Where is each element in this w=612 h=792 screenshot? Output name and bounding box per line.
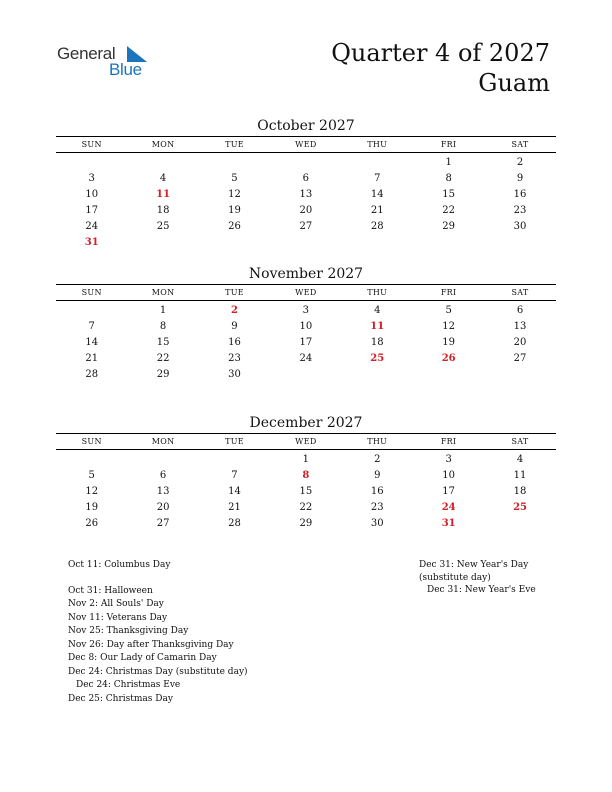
day-cell: 3	[302, 305, 310, 316]
logo-word-general: General	[57, 44, 116, 63]
day-cell	[484, 235, 555, 251]
day-cell: 7	[88, 321, 95, 332]
day-cell: 4	[159, 173, 167, 184]
day-cell	[484, 516, 555, 532]
day-cell: 22	[299, 502, 313, 513]
day-cell: 15	[442, 189, 456, 200]
holiday-note: Dec 25: Christmas Day	[68, 693, 173, 704]
weekday-header-row	[56, 285, 556, 301]
day-cell	[270, 155, 341, 171]
day-cell: 10	[299, 321, 313, 332]
day-cell: 21	[228, 502, 241, 513]
day-cell: 4	[374, 305, 381, 316]
day-cell	[127, 235, 198, 251]
holiday-day-cell: 11	[156, 189, 171, 200]
day-cell	[342, 155, 413, 171]
weekday-label: MON	[151, 437, 175, 446]
holiday-day-cell: 31	[84, 237, 99, 248]
day-cell	[270, 367, 341, 383]
week-row	[56, 335, 556, 351]
month-november	[56, 264, 556, 383]
day-cell	[199, 235, 270, 251]
page-title	[331, 38, 550, 98]
day-cell: 18	[513, 486, 527, 497]
day-cell: 14	[370, 189, 384, 200]
day-cell: 30	[228, 369, 241, 380]
day-cell: 9	[231, 321, 238, 332]
day-cell: 15	[156, 337, 170, 348]
day-cell: 3	[445, 454, 452, 465]
day-cell	[342, 235, 413, 251]
holiday-day-cell: 25	[370, 353, 385, 364]
day-cell: 29	[156, 369, 170, 380]
day-cell: 6	[159, 470, 167, 481]
day-cell	[413, 367, 484, 383]
holiday-note: Oct 11: Columbus Day	[68, 560, 171, 570]
weekday-label: MON	[151, 140, 175, 149]
weekday-label: THU	[367, 437, 388, 446]
holiday-day-cell: 8	[302, 470, 310, 481]
holiday-day-cell: 24	[441, 502, 456, 513]
day-cell: 28	[370, 221, 384, 232]
day-cell: 10	[85, 189, 99, 200]
day-cell	[56, 155, 127, 171]
holiday-note: Nov 26: Day after Thanksgiving Day	[68, 639, 234, 650]
day-cell: 10	[442, 470, 456, 481]
weekday-label: THU	[367, 288, 388, 297]
day-cell: 15	[299, 486, 313, 497]
holiday-notes-left	[68, 559, 298, 706]
weekday-label: WED	[295, 437, 317, 446]
holiday-note: Dec 8: Our Lady of Camarin Day	[68, 653, 217, 663]
week-row	[56, 319, 556, 335]
title-quarter: Quarter 4 of 2027	[331, 39, 550, 67]
holiday-note: Nov 25: Thanksgiving Day	[68, 626, 189, 636]
day-cell: 29	[299, 518, 313, 529]
day-cell	[127, 452, 198, 468]
day-cell: 17	[85, 205, 99, 216]
day-cell: 16	[513, 189, 527, 200]
day-cell	[56, 303, 127, 319]
week-row	[56, 203, 556, 219]
day-cell: 26	[85, 518, 99, 529]
day-cell: 12	[85, 486, 99, 497]
day-cell	[199, 452, 270, 468]
weekday-label: WED	[295, 288, 317, 297]
week-row	[56, 303, 556, 319]
day-cell: 13	[513, 321, 527, 332]
weekday-label: SUN	[81, 437, 102, 446]
day-cell: 28	[228, 518, 241, 529]
week-row	[56, 219, 556, 235]
week-row	[56, 516, 556, 532]
day-cell: 23	[228, 353, 241, 364]
day-cell: 5	[231, 173, 238, 184]
week-row	[56, 155, 556, 171]
day-cell: 23	[370, 502, 384, 513]
day-cell: 28	[85, 369, 99, 380]
holiday-note: Oct 31: Halloween	[68, 585, 153, 596]
day-cell: 1	[445, 157, 452, 168]
weekday-label: SUN	[81, 288, 102, 297]
weekday-header-row	[56, 137, 556, 153]
day-cell: 27	[299, 221, 313, 232]
day-cell: 6	[516, 305, 524, 316]
weekday-label: THU	[367, 140, 388, 149]
day-cell: 14	[85, 337, 99, 348]
day-cell: 27	[156, 518, 170, 529]
day-cell: 22	[442, 205, 456, 216]
day-cell	[270, 235, 341, 251]
weekday-label: FRI	[440, 437, 457, 446]
day-cell: 2	[516, 157, 524, 168]
week-row	[56, 500, 556, 516]
weekday-label: SAT	[511, 140, 529, 149]
week-row	[56, 235, 556, 251]
day-cell: 21	[370, 205, 384, 216]
holiday-day-cell: 31	[441, 518, 456, 529]
month-title: November 2027	[248, 266, 364, 282]
week-row	[56, 484, 556, 500]
holiday-note: Nov 2: All Souls' Day	[68, 599, 164, 609]
week-row	[56, 468, 556, 484]
day-cell: 5	[88, 470, 95, 481]
weekday-label: SAT	[511, 288, 529, 297]
day-cell: 11	[513, 470, 527, 481]
day-cell: 8	[445, 173, 452, 184]
weekday-label: TUE	[225, 140, 244, 149]
day-cell: 1	[302, 454, 310, 465]
weekday-header-row	[56, 434, 556, 450]
holiday-day-cell: 26	[441, 353, 456, 364]
day-cell: 30	[370, 518, 384, 529]
weekday-label: FRI	[440, 140, 457, 149]
weekday-label: SUN	[81, 140, 102, 149]
day-cell: 17	[442, 486, 456, 497]
day-cell: 17	[299, 337, 313, 348]
holiday-note: Dec 31: New Year's Eve	[427, 585, 536, 595]
day-cell: 19	[442, 337, 456, 348]
day-cell: 6	[302, 173, 310, 184]
day-cell: 24	[299, 353, 313, 364]
holiday-note: Dec 24: Christmas Eve	[76, 680, 181, 690]
holiday-note: Nov 11: Veterans Day	[68, 612, 168, 623]
day-cell: 21	[85, 353, 99, 364]
day-cell	[342, 367, 413, 383]
title-region: Guam	[478, 69, 550, 97]
day-cell: 16	[228, 337, 241, 348]
day-cell: 13	[156, 486, 170, 497]
day-cell: 8	[159, 321, 167, 332]
day-cell: 20	[156, 502, 170, 513]
day-cell: 19	[85, 502, 99, 513]
day-cell	[413, 235, 484, 251]
day-cell: 7	[231, 470, 238, 481]
day-cell	[56, 452, 127, 468]
day-cell: 12	[442, 321, 456, 332]
holiday-day-cell: 11	[370, 321, 385, 332]
holiday-day-cell: 25	[513, 502, 527, 513]
day-cell: 26	[228, 221, 241, 232]
day-cell: 30	[513, 221, 527, 232]
week-row	[56, 187, 556, 203]
holiday-day-cell: 2	[230, 305, 238, 316]
day-cell: 23	[513, 205, 527, 216]
day-cell: 19	[228, 205, 241, 216]
week-row	[56, 351, 556, 367]
weekday-label: TUE	[225, 288, 244, 297]
generalblue-logo	[57, 44, 157, 84]
day-cell	[199, 155, 270, 171]
day-cell	[484, 367, 555, 383]
day-cell: 1	[159, 305, 167, 316]
holiday-note-continued: (substitute day)	[419, 572, 491, 583]
month-october	[56, 116, 556, 251]
calendar-grid	[56, 284, 556, 383]
day-cell: 5	[445, 305, 452, 316]
day-cell: 22	[156, 353, 170, 364]
month-title: December 2027	[249, 415, 363, 431]
day-cell: 7	[374, 173, 381, 184]
week-row	[56, 171, 556, 187]
day-cell	[127, 155, 198, 171]
month-title: October 2027	[257, 118, 355, 134]
day-cell: 18	[156, 205, 170, 216]
weekday-label: SAT	[511, 437, 529, 446]
day-cell: 20	[513, 337, 527, 348]
day-cell: 9	[516, 173, 524, 184]
day-cell: 9	[374, 470, 381, 481]
day-cell: 16	[370, 486, 384, 497]
holiday-note: Dec 31: New Year's Day	[419, 560, 529, 570]
day-cell: 13	[299, 189, 313, 200]
month-december	[56, 413, 556, 532]
weekday-label: FRI	[440, 288, 457, 297]
holiday-notes-right	[419, 559, 569, 597]
day-cell: 2	[374, 454, 381, 465]
week-row	[56, 367, 556, 383]
week-row	[56, 452, 556, 468]
day-cell: 12	[228, 189, 241, 200]
weekday-label: WED	[295, 140, 317, 149]
day-cell: 18	[370, 337, 384, 348]
calendar-grid	[56, 433, 556, 532]
day-cell: 4	[516, 454, 524, 465]
weekday-label: MON	[151, 288, 175, 297]
calendar-grid	[56, 136, 556, 251]
day-cell: 29	[442, 221, 456, 232]
day-cell: 24	[85, 221, 99, 232]
day-cell: 27	[513, 353, 527, 364]
logo-word-blue: Blue	[109, 60, 142, 79]
weekday-label: TUE	[225, 437, 244, 446]
day-cell: 25	[156, 221, 170, 232]
day-cell: 14	[228, 486, 241, 497]
day-cell: 3	[88, 173, 95, 184]
holiday-note: Dec 24: Christmas Day (substitute day)	[68, 666, 248, 677]
day-cell: 20	[299, 205, 313, 216]
